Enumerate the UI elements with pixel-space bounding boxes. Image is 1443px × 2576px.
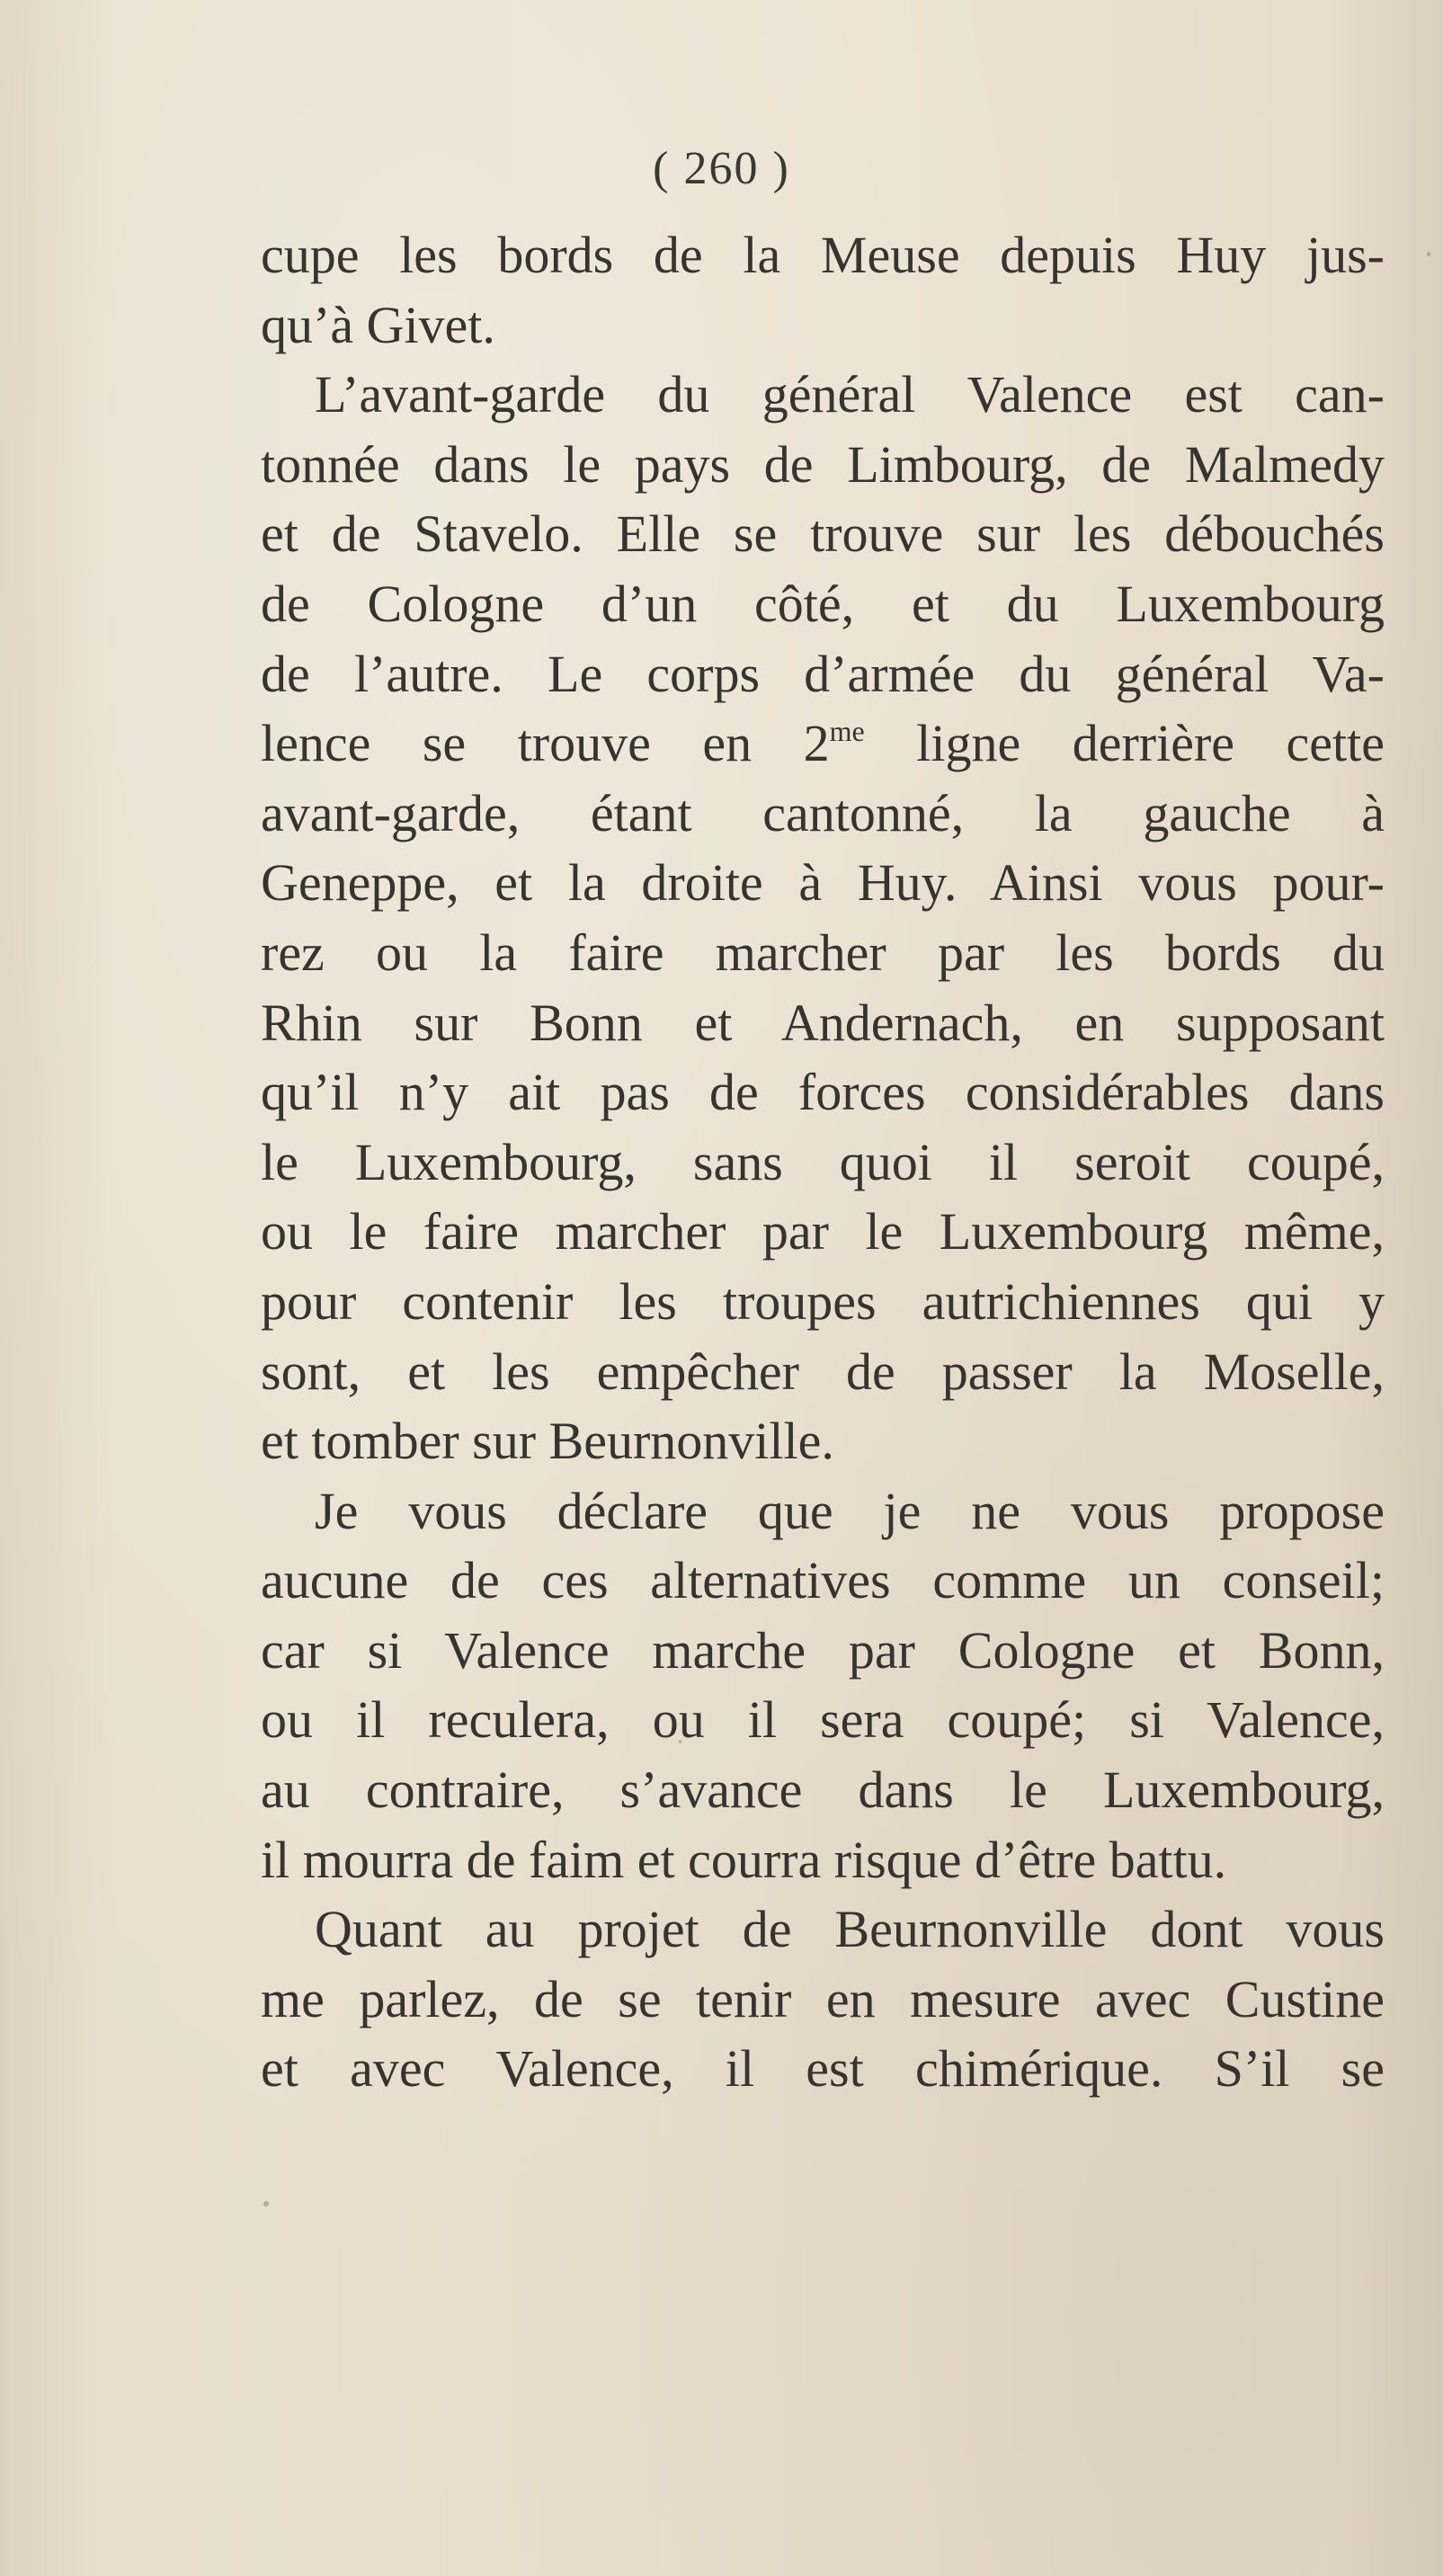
text-line-content: qu’à Givet.	[261, 295, 495, 354]
text-line-content: aucune de ces alternatives comme un conseil;	[261, 1551, 1385, 1610]
text-line	[261, 360, 1385, 430]
text-line-content: tonnée dans le pays de Limbourg, de Malmedy	[261, 434, 1385, 494]
text-line-content: rez ou la faire marcher par les bords du	[261, 923, 1385, 982]
text-line	[261, 1406, 1385, 1476]
text-line-content: me parlez, de se tenir en mesure avec Custine	[261, 1969, 1385, 2028]
paper-speck	[679, 1740, 681, 1743]
page-number: ( 260 )	[653, 143, 790, 194]
text-line	[261, 848, 1385, 918]
text-line	[261, 1825, 1385, 1895]
text-line-continuation: ligne derrière cette	[864, 714, 1385, 773]
text-line-content: ou il reculera, ou il sera coupé; si Valence,	[261, 1690, 1385, 1750]
text-line	[261, 1965, 1385, 2035]
body-text	[261, 220, 1385, 2104]
text-line	[261, 1616, 1385, 1686]
text-line-content: Geneppe, et la droite à Huy. Ainsi vous pour-	[261, 853, 1385, 913]
text-line-content: L’avant-garde du général Valence est can-	[315, 365, 1385, 424]
text-line	[261, 709, 1385, 779]
text-line-content: de l’autre. Le corps d’armée du général Va-	[261, 644, 1385, 703]
text-line-content: Quant au projet de Beurnonville dont vous	[315, 1900, 1385, 1959]
text-line-content: cupe les bords de la Meuse depuis Huy jus-	[261, 226, 1385, 284]
text-line	[261, 918, 1385, 988]
text-line	[261, 1337, 1385, 1407]
text-line	[261, 430, 1385, 500]
text-line	[261, 639, 1385, 709]
text-line	[261, 1128, 1385, 1198]
text-line	[261, 779, 1385, 849]
text-line-content: il mourra de faim et courra risque d’être battu.	[261, 1830, 1227, 1889]
text-line	[261, 1197, 1385, 1267]
text-line-content: et avec Valence, il est chimérique. S’il se	[261, 2039, 1385, 2099]
text-line-content: car si Valence marche par Cologne et Bonn,	[261, 1620, 1385, 1680]
text-line	[261, 499, 1385, 569]
text-line-content: le Luxembourg, sans quoi il seroit coupé,	[261, 1132, 1385, 1191]
text-line	[261, 2034, 1385, 2104]
text-line	[261, 1546, 1385, 1616]
text-line-content: au contraire, s’avance dans le Luxembourg,	[261, 1760, 1385, 1820]
paper-speck	[263, 2201, 269, 2206]
text-line-content: pour contenir les troupes autrichiennes qui y	[261, 1271, 1385, 1331]
text-line-content: Rhin sur Bonn et Andernach, en supposant	[261, 993, 1385, 1052]
text-line-content: de Cologne d’un côté, et du Luxembourg	[261, 574, 1385, 633]
text-line	[261, 1267, 1385, 1337]
text-line-content: avant-garde, étant cantonné, la gauche à	[261, 783, 1385, 842]
text-line	[261, 1755, 1385, 1825]
text-line	[261, 1685, 1385, 1755]
text-line	[261, 220, 1385, 290]
paper-speck	[1427, 252, 1430, 256]
text-line-content: et tomber sur Beurnonville.	[261, 1412, 834, 1471]
text-line-content: ou le faire marcher par le Luxembourg même,	[261, 1202, 1385, 1261]
text-line	[261, 988, 1385, 1058]
text-line-content: qu’il n’y ait pas de forces considérables dans	[261, 1063, 1385, 1122]
text-line-content: sont, et les empêcher de passer la Moselle,	[261, 1341, 1385, 1401]
text-line-content: Je vous déclare que je ne vous propose	[315, 1481, 1385, 1540]
text-line-content: lence se trouve en 2	[261, 714, 830, 773]
text-line	[261, 569, 1385, 639]
text-line	[261, 1476, 1385, 1546]
text-line-content: et de Stavelo. Elle se trouve sur les débouchés	[261, 504, 1385, 564]
superscript: me	[829, 715, 865, 748]
text-line	[261, 290, 1385, 361]
text-line	[261, 1894, 1385, 1965]
text-line	[261, 1057, 1385, 1128]
